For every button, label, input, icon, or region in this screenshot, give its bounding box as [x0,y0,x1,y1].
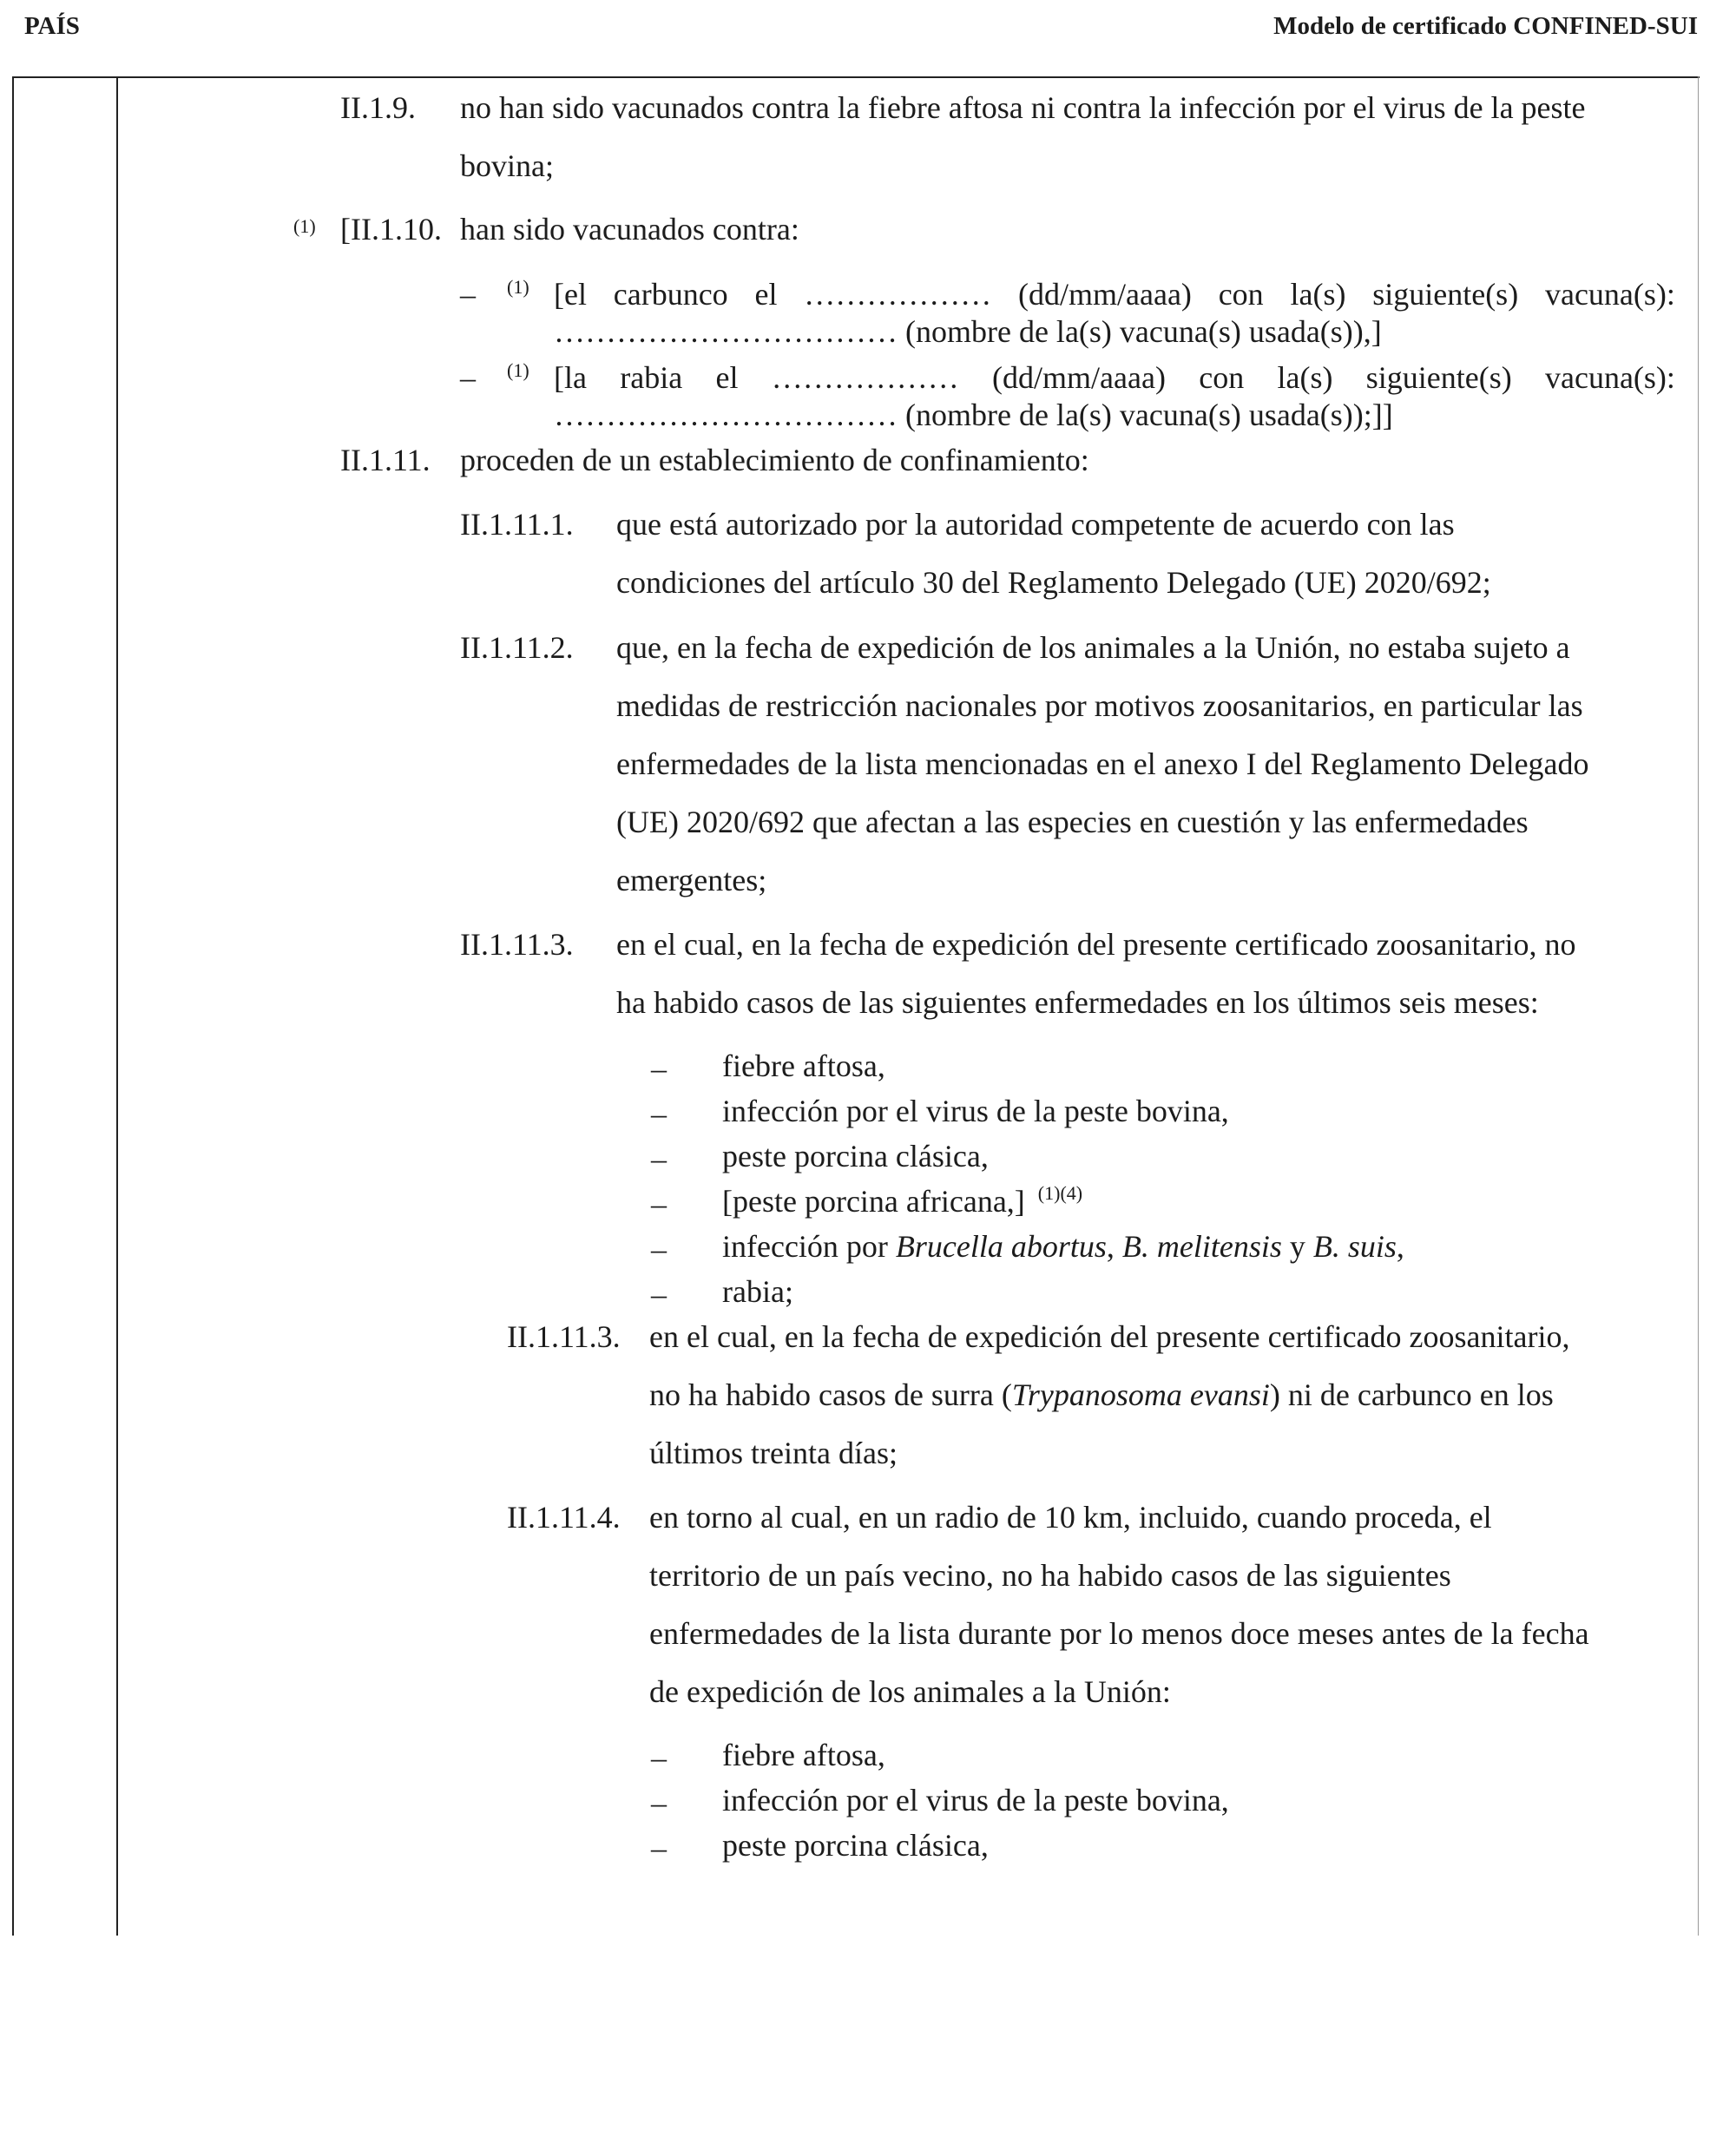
section-number-II-1-11-3b: II.1.11.3. [507,1319,621,1354]
word: rabia [620,360,683,395]
word: la(s) [1290,277,1346,312]
section-II-1-11-4-line: enfermedades de la lista durante por lo menos doce meses antes de la fecha [649,1616,1589,1651]
list-dash: – [651,1785,667,1820]
date-blank: ……………… [771,360,959,395]
word: siguiente(s) [1365,360,1512,395]
text: ) ni de carbunco en los [1269,1377,1554,1412]
list-dash: – [651,1051,667,1086]
list-dash: – [651,1187,667,1221]
section-II-1-11-3b-line [649,1379,1554,1412]
header-model-title: Modelo de certificado CONFINED-SUI [1273,12,1698,40]
disease-item: fiebre aftosa, [722,1738,885,1772]
species-name: Brucella abortus [895,1229,1107,1264]
frame-column-divider [116,76,118,1936]
vaccine-carbunco-line2: …………………………… (nombre de la(s) vacuna(s) usada(s)),] [554,314,1382,349]
section-II-1-11-2-line: medidas de restricción nacionales por motivos zoosanitarios, en particular las [616,688,1583,723]
section-II-1-11-3-line: ha habido casos de las siguientes enfermedades en los últimos seis meses: [616,985,1539,1020]
vaccine-rabia-line1 [554,359,1675,396]
section-II-1-11-2-line: (UE) 2020/692 que afectan a las especies en cuestión y las enfermedades [616,805,1529,839]
word: (dd/mm/aaaa) [992,360,1166,395]
section-II-1-11-4-line: territorio de un país vecino, no ha habido casos de las siguientes [649,1558,1451,1593]
text: infección por [722,1229,896,1264]
section-II-1-11-1-line: que está autorizado por la autoridad competente de acuerdo con las [616,507,1455,542]
section-number-II-1-9: II.1.9. [340,90,416,125]
word: carbunco [613,277,728,312]
word: el [715,360,739,395]
list-dash: – [651,1831,667,1865]
footnote-ref: (1) [507,359,529,381]
section-II-1-11-4-line: de expedición de los animales a la Unión: [649,1674,1171,1709]
disease-item: fiebre aftosa, [722,1048,885,1083]
frame-right-border [1698,76,1699,1936]
word: la(s) [1277,360,1333,395]
section-number-II-1-11-2: II.1.11.2. [460,630,574,665]
word: vacuna(s): [1544,277,1675,312]
list-dash: – [651,1141,667,1176]
section-II-1-9-line2: bovina; [460,148,554,183]
disease-item: peste porcina clásica, [722,1828,989,1863]
disease-item: infección por el virus de la peste bovina, [722,1783,1229,1818]
vaccine-rabia-line2: …………………………… (nombre de la(s) vacuna(s) usada(s));]] [554,398,1393,432]
disease-item: peste porcina clásica, [722,1139,989,1173]
list-dash: – [460,277,476,312]
header-country: PAÍS [24,12,80,40]
word: [el [554,277,587,312]
section-II-1-11-2-line: emergentes; [616,863,767,897]
date-blank: ……………… [804,277,992,312]
word: el [754,277,778,312]
word: (dd/mm/aaaa) [1018,277,1192,312]
disease-item [722,1182,1083,1219]
section-II-1-11-2-line: que, en la fecha de expedición de los animales a la Unión, no estaba sujeto a [616,630,1570,665]
frame-top-rule [12,76,1700,78]
list-dash: – [651,1740,667,1775]
text: no ha habido casos de surra ( [649,1377,1012,1412]
section-II-1-11-2-line: enfermedades de la lista mencionadas en el anexo I del Reglamento Delegado [616,746,1589,781]
section-II-1-11-3-line: en el cual, en la fecha de expedición del presente certificado zoosanitario, no [616,927,1576,962]
section-II-1-11-3b-line: últimos treinta días; [649,1436,898,1470]
list-dash: – [651,1277,667,1311]
word: con [1218,277,1264,312]
section-number-II-1-11-3: II.1.11.3. [460,927,574,962]
disease-item-text: [peste porcina africana,] [722,1184,1025,1219]
list-dash: – [651,1096,667,1131]
footnote-ref: (1)(4) [1037,1182,1083,1204]
section-II-1-11-1-line: condiciones del artículo 30 del Reglamento Delegado (UE) 2020/692; [616,565,1491,600]
section-number-II-1-11: II.1.11. [340,443,431,477]
list-dash: – [460,360,476,395]
footnote-ref: (1) [507,276,529,298]
section-number-II-1-10: [II.1.10. [340,212,442,247]
section-II-1-9-line1: no han sido vacunados contra la fiebre aftosa ni contra la infección por el virus de la peste [460,90,1586,125]
frame-left-border [12,76,14,1936]
footnote-ref: (1) [293,215,316,237]
species-name: B. melitensis [1121,1229,1282,1264]
disease-item: rabia; [722,1274,793,1309]
disease-item: infección por el virus de la peste bovina, [722,1094,1229,1128]
section-II-1-10-text: han sido vacunados contra: [460,212,799,247]
section-II-1-11-text: proceden de un establecimiento de confinamiento: [460,443,1089,477]
text: y [1281,1229,1313,1264]
section-number-II-1-11-4: II.1.11.4. [507,1500,621,1535]
text: , [1396,1229,1404,1264]
word: [la [554,360,587,395]
section-number-II-1-11-1: II.1.11.1. [460,507,574,542]
text: , [1106,1229,1122,1264]
disease-item-brucella [722,1231,1404,1264]
word: con [1199,360,1245,395]
species-name: B. suis [1312,1229,1397,1264]
section-II-1-11-3b-line: en el cual, en la fecha de expedición del presente certificado zoosanitario, [649,1319,1570,1354]
word: siguiente(s) [1372,277,1519,312]
section-II-1-11-4-line: en torno al cual, en un radio de 10 km, incluido, cuando proceda, el [649,1500,1492,1535]
list-dash: – [651,1232,667,1266]
vaccine-carbunco-line1 [554,276,1675,312]
word: vacuna(s): [1544,360,1675,395]
species-name: Trypanosoma evansi [1011,1377,1270,1412]
